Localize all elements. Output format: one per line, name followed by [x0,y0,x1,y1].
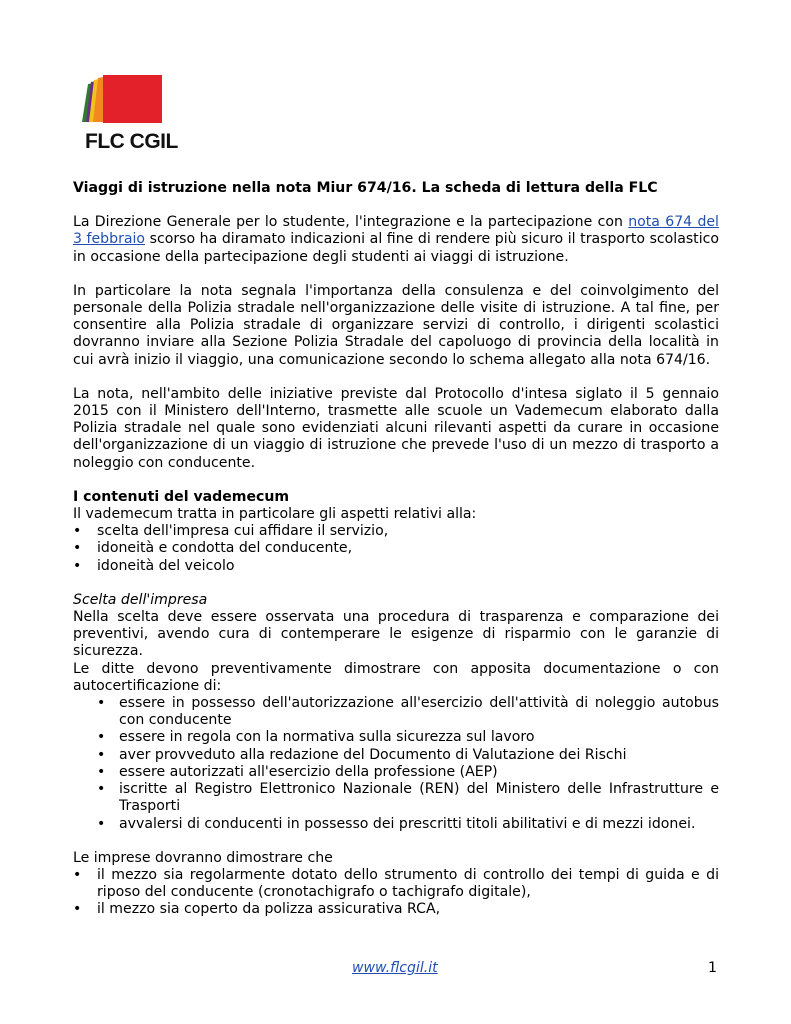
bullet-icon: • [97,695,106,712]
page-number: 1 [708,960,717,976]
list-item: • essere autorizzati all'esercizio della professione (AEP) [97,763,498,780]
bullet-icon: • [97,815,106,832]
bullet-icon: • [97,781,106,798]
list-item: • iscritte al Registro Elettronico Nazionale (REN) del Ministero delle Infrastrutture e Trasporti [97,781,719,815]
footer-website-link[interactable]: www.flcgil.it [352,960,438,976]
vehicle-list [73,867,719,919]
sub-heading: Scelta dell'impresa [73,591,208,608]
logo-text: FLC CGIL [85,130,178,153]
paragraph-scelta: Nella scelta deve essere osservata una procedura di trasparenza e comparazione dei preventivi, avendo cura di contemperare le esigenze di risparmio con le garanzie di sicurezza. [73,609,719,660]
bullet-icon: • [97,746,106,763]
document-body [73,180,719,919]
bullet-icon: • [73,901,82,918]
bullet-icon: • [73,557,82,574]
list-item: • aver provveduto alla redazione del Documento di Valutazione dei Rischi [97,746,627,763]
paragraph-ditte: Le ditte devono preventivamente dimostrare con apposita documentazione o con autocertificazione di: [73,660,719,694]
list-item: • avvalersi di conducenti in possesso dei prescritti titoli abilitativi e di mezzi idonei. [97,815,696,832]
list-item: • il mezzo sia regolarmente dotato dello strumento di controllo dei tempi di guida e di riposo del conducente (cronotachigrafo o tachigrafo digitale), [73,866,719,901]
paragraph-intro-text-2: scorso ha diramato indicazioni al fine di rendere più sicuro il trasporto scolastico in occasione della partecipazione degli studenti ai viaggi di istruzione. [73,231,719,265]
flc-cgil-logo [73,62,178,164]
bullet-icon: • [73,540,82,557]
bullet-icon: • [97,729,106,746]
bullet-icon: • [73,523,82,540]
aspects-list [73,523,719,575]
section-heading: I contenuti del vademecum [73,488,290,505]
paragraph-protocollo: La nota, nell'ambito delle iniziative previste dal Protocollo d'intesa siglato il 5 gennaio 2015 con il Ministero dell'Interno, trasmette alle scuole un Vademecum elaborato dalla Polizia stradale nel quale sono evidenziati alcuni rilevanti aspetti da curare in occasione dell'organizzazione di un viaggio di istruzione che prevede l'uso di un mezzo di trasporto a noleggio con conducente. [73,385,719,471]
paragraph-intro-text-1: La Direzione Generale per lo studente, l'integrazione e la partecipazione con [73,214,629,231]
document-title: Viaggi di istruzione nella nota Miur 674/16. La scheda di lettura della FLC [73,180,658,196]
nota-674-link[interactable]: nota 674 del 3 febbraio [73,214,719,248]
paragraph-polizia: In particolare la nota segnala l'importanza della consulenza e del coinvolgimento del personale della Polizia stradale nell'organizzazione delle visite di istruzione. A tal fine, per consentire alla Polizia stradale di organizzare servizi di controllo, i dirigenti scolastici dovranno inviare alla Sezione Polizia Stradale del capoluogo di provincia della località in cui avrà inizio il viaggio, una comunicazione secondo lo schema allegato alla nota 674/16. [73,282,719,368]
list-item: • idoneità e condotta del conducente, [73,540,353,557]
paragraph-intro [73,214,719,266]
list-item: • scelta dell'impresa cui affidare il servizio, [73,523,389,540]
list-item: • il mezzo sia coperto da polizza assicurativa RCA, [73,901,441,918]
requirements-list [73,695,719,833]
bullet-icon: • [73,866,82,883]
section-intro: Il vademecum tratta in particolare gli aspetti relativi alla: [73,506,477,523]
list-item: • idoneità del veicolo [73,557,235,574]
bullet-icon: • [97,763,106,780]
paragraph-imprese: Le imprese dovranno dimostrare che [73,849,333,866]
list-item: • essere in regola con la normativa sulla sicurezza sul lavoro [97,729,535,746]
list-item: • essere in possesso dell'autorizzazione all'esercizio dell'attività di noleggio autobus con conducente [97,695,719,729]
